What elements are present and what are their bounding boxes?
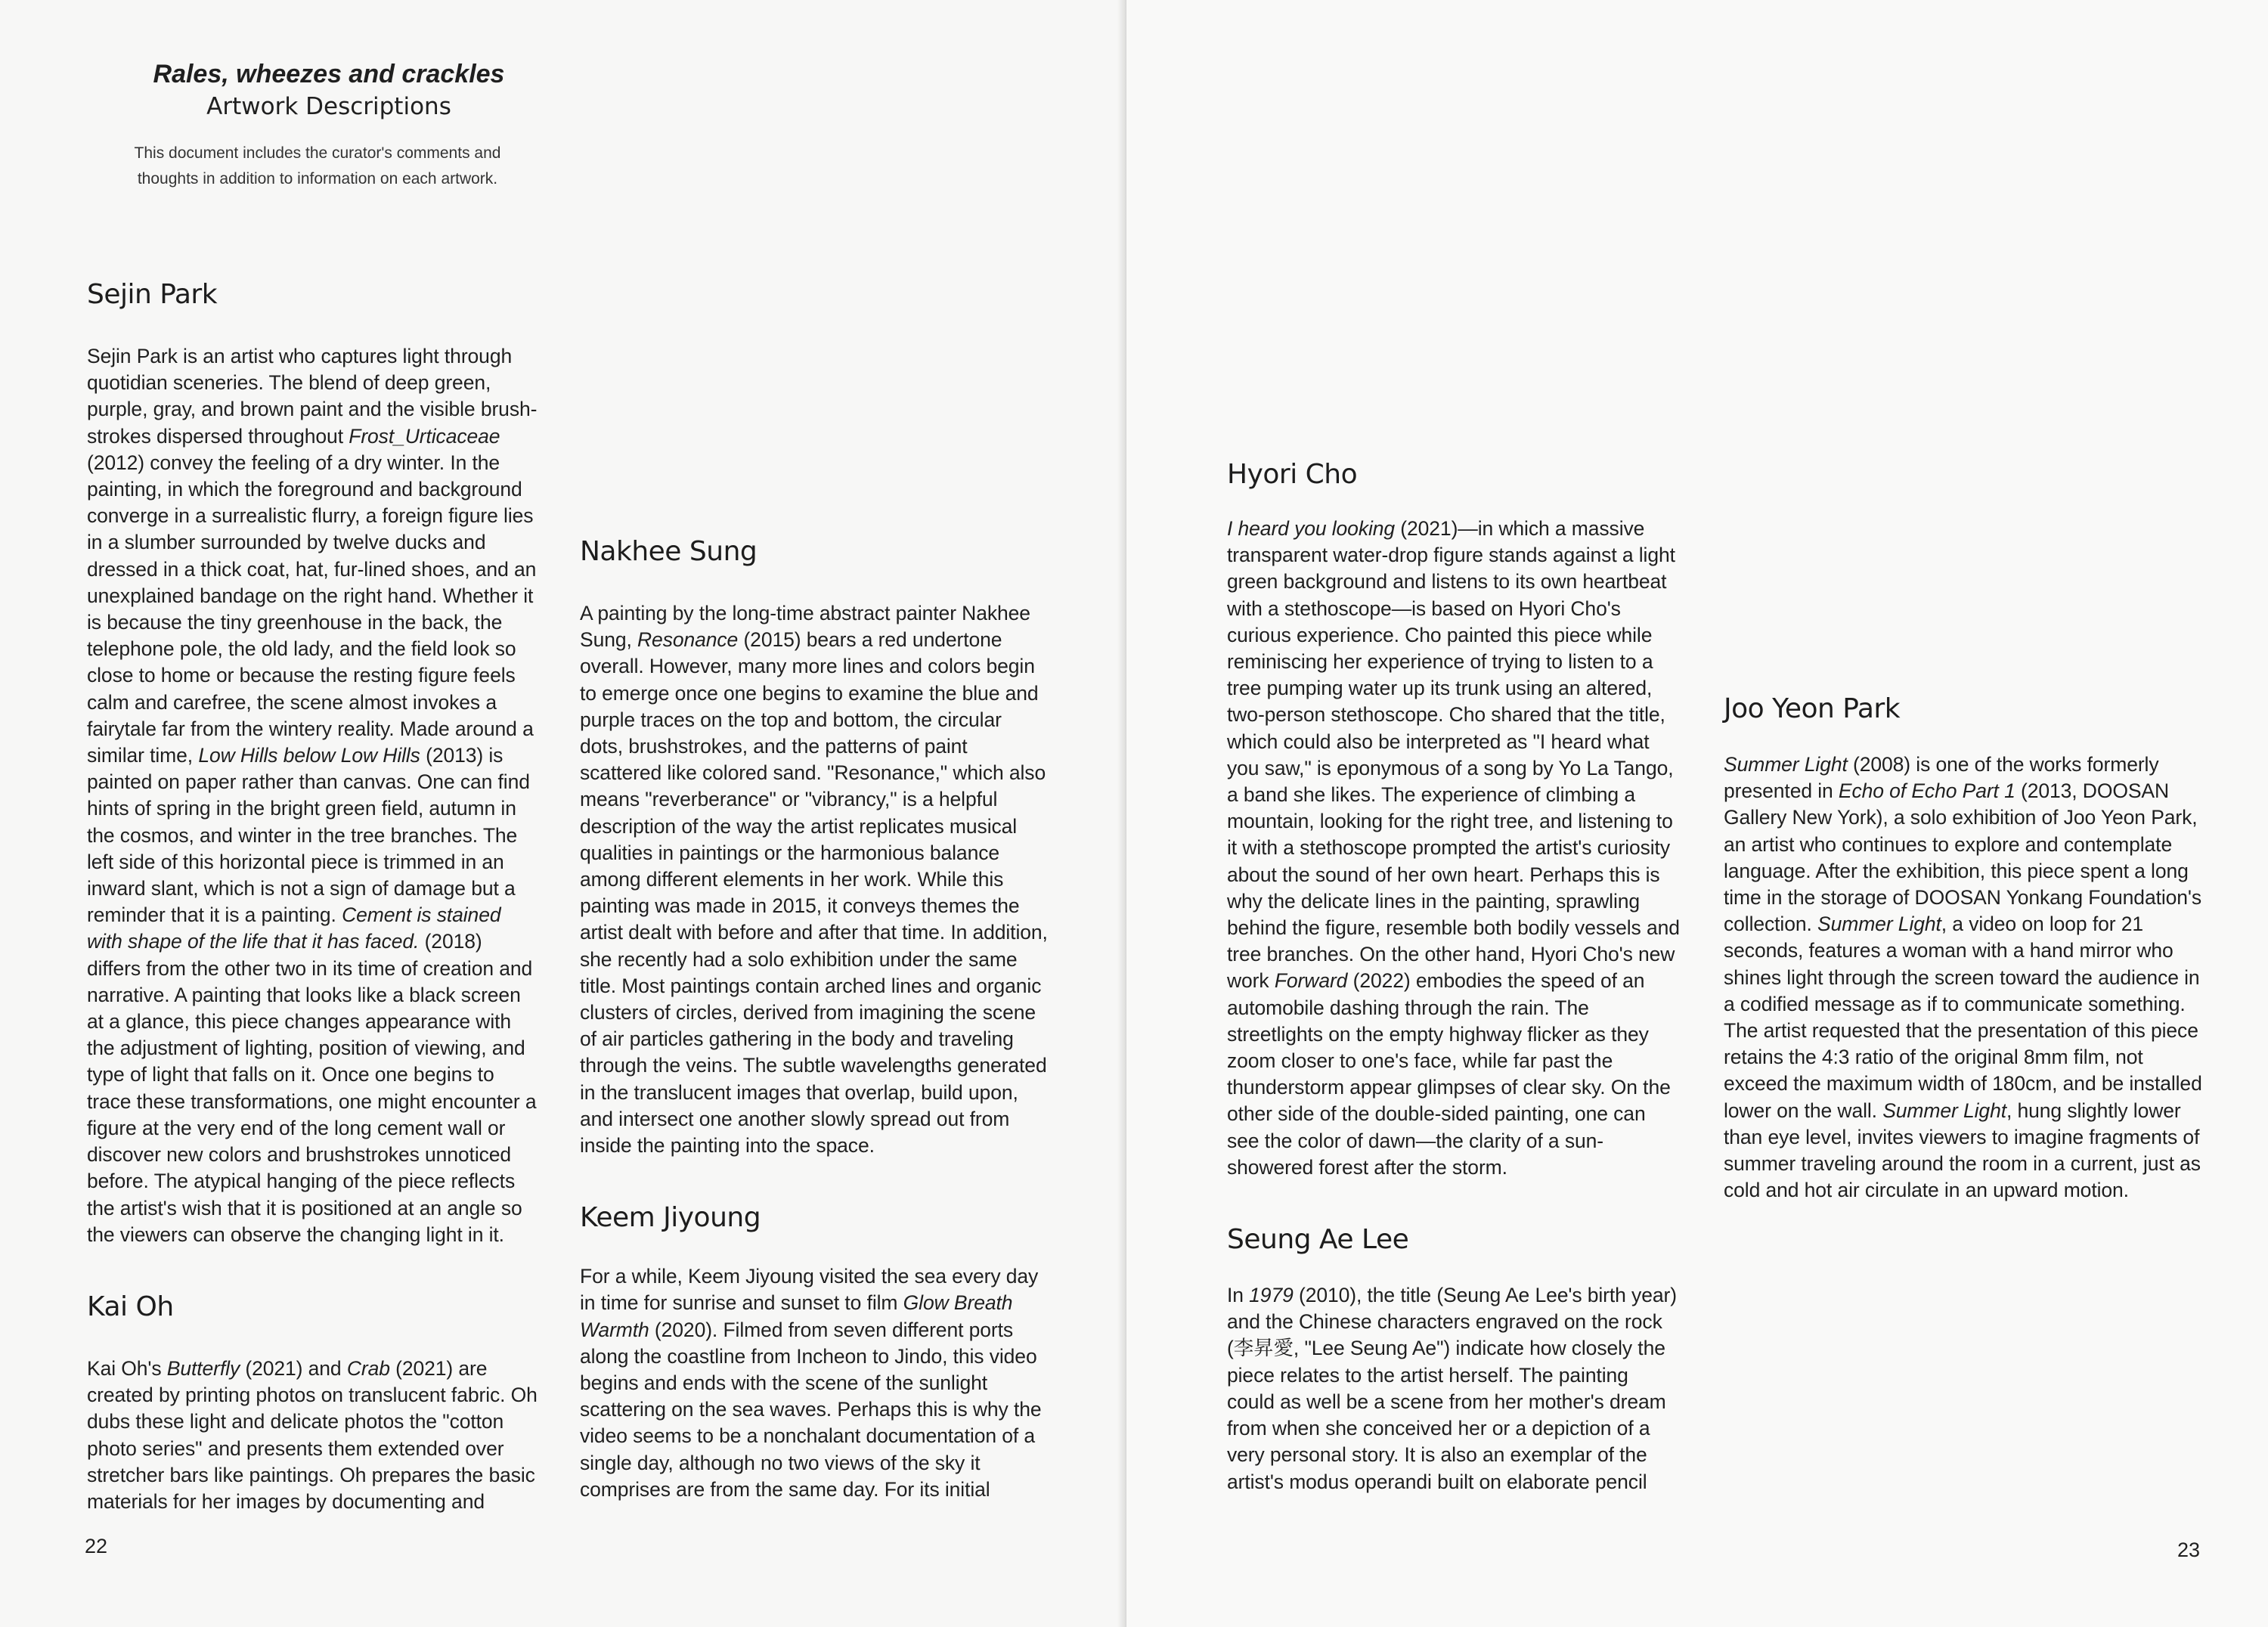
document-subtitle: Artwork Descriptions [206,93,451,120]
text-run: (2021) and [240,1356,347,1380]
artist-heading-nakhee-sung: Nakhee Sung [580,536,758,567]
hyori-cho-description [1227,516,1681,1181]
seung-ae-lee-description [1227,1282,1681,1494]
artist-heading-sejin-park: Sejin Park [87,279,218,310]
document-title: Rales, wheezes and crackles [153,60,505,88]
artwork-title: Summer Light [1882,1099,2006,1122]
text-run: Sejin Park is an artist who captures light through quotidian sceneries. The blend of deep green, purple, gray, and brown paint and the visible brush-strokes dispersed throughout [87,345,538,448]
artwork-title: Summer Light [1817,913,1941,936]
artist-heading-joo-yeon-park: Joo Yeon Park [1724,693,1901,724]
keem-jiyoung-description [580,1263,1049,1505]
text-run: (2012) convey the feeling of a dry winter. In the painting, in which the foreground and background converge in a surrealistic flurry, a foreign figure lies in a slumber surrounded by twelve ducks and dressed in a thick coat, hat, fur-lined shoes, and an unexplained bandage on the right hand. Whether it is because the tiny greenhouse in the back, the telephone pole, the old lady, and the field look so close to home or because the resting figure feels calm and carefree, the scene almost invokes a fairytale far from the wintery reality. Made around a similar time, [87,451,537,767]
text-run: Kai Oh's [87,1356,167,1380]
joo-yeon-park-description [1724,752,2208,1204]
left-page [0,0,1126,1627]
sejin-park-description [87,343,541,1248]
artwork-title: Crab [346,1356,390,1380]
artist-heading-seung-ae-lee: Seung Ae Lee [1227,1224,1409,1256]
page-number-right: 23 [2177,1539,2201,1561]
text-run: (2020). Filmed from seven different ports along the coastline from Incheon to Jindo, this video begins and ends with the scene of the sunlight scattering on the sea waves. Perhaps this is why the video seems to be a nonchalant documentation of a single day, although no two views of the sky it comprises are from the same day. For its initial [580,1318,1042,1501]
artwork-title: 1979 [1249,1284,1294,1307]
artist-heading-hyori-cho: Hyori Cho [1227,459,1358,490]
document-title-block [132,57,525,122]
text-run: , a video on loop for 21 seconds, features a woman with a hand mirror who shines light through the screen toward the audience in a codified message as if to communicate something. The artist requested that the presentation of this piece retains the 4:3 ratio of the original 8mm film, not exceed the maximum width of 180cm, and be installed lower on the wall. [1724,913,2202,1122]
text-run: (2018) differs from the other two in its time of creation and narrative. A painting that looks like a black screen at a glance, this piece changes appearance with the adjustment of lighting, position of viewing, and type of light that falls on it. Once one begins to trace these transformations, one might encounter a figure at the very end of the long cement wall or discover new colors and brushstrokes unnoticed before. The atypical hanging of the piece reflects the artist's wish that it is positioned at an angle so the viewers can observe the changing light in it. [87,930,537,1246]
text-run: In [1227,1284,1250,1307]
text-run: , hung slightly lower than eye level, invites viewers to imagine fragments of summer traveling around the room in a current, just as cold and hot air circulate in an upward motion. [1724,1099,2201,1202]
artwork-title: Low Hills below Low Hills [198,744,420,767]
artwork-title: Frost_Urticaceae [349,424,500,448]
artwork-title: Butterfly [166,1356,240,1380]
kai-oh-description [87,1356,541,1514]
artwork-title: Echo of Echo Part 1 [1838,779,2015,803]
seung-ae-lee-description-continued [1724,68,2208,658]
nakhee-sung-description [580,600,1049,1159]
artwork-title: Glow Breath Warmth [580,1291,1013,1341]
text-run: (2021) are created by printing photos on translucent fabric. Oh dubs these light and delicate photos the "cotton photo series" and presents them extended over stretcher bars like paintings. Oh prepares the basic materials for her images by documenting and [87,1356,538,1513]
text-run: (2022) embodies the speed of an automobile dashing through the rain. The streetlights on the empty highway flicker as they zoom closer to one's face, while far past the thunderstorm appear glimpses of clear sky. On the other side of the double-sided painting, one can see the color of dawn—the clarity of a sun-showered forest after the storm. [1227,969,1671,1179]
artwork-title: Cement is stained with shape of the life that it has faced. [87,903,501,953]
right-column-2 [1724,68,2208,1204]
artwork-title: Forward [1274,969,1348,993]
artwork-title: Summer Light [1724,753,1848,776]
left-column-1 [87,278,541,1514]
intro-note: This document includes the curator's comments and thoughts in addition to information on each artwork. [134,144,501,187]
text-run: (2013, DOOSAN Gallery New York), a solo exhibition of Joo Yeon Park, an artist who continues to explore and contemplate language. After the exhibition, this piece spent a long time in the storage of DOOSAN Yonkang Foundation's collection. [1724,779,2202,936]
keem-jiyoung-description-continued [1227,74,1681,429]
text-run: (2010), the title (Seung Ae Lee's birth year) and the Chinese characters engraved on the rock (李昇愛, "Lee Seung Ae") indicate how closely the piece relates to the artist herself. The painting could as well be a scene from her mother's dream from when she conceived her or a depiction of a very personal story. It is also an exemplar of the artist's modus operandi built on elaborate pencil [1227,1284,1677,1493]
left-column-2-lower [580,535,1049,1505]
right-page [1126,0,2268,1627]
text-run: (2008) is one of the works formerly presented in [1724,753,2159,803]
page-number-left: 22 [85,1535,108,1557]
artwork-title: I heard you looking [1227,517,1396,540]
text-run: (2013) is painted on paper rather than canvas. One can find hints of spring in the bright green field, autumn in the cosmos, and winter in the tree branches. The left side of this horizontal piece is trimmed in an inward slant, which is not a sign of damage but a reminder that it is a painting. [87,744,530,927]
artist-heading-kai-oh: Kai Oh [87,1291,174,1322]
right-column-1 [1227,74,1681,1494]
text-run: For a while, Keem Jiyoung visited the sea every day in time for sunrise and sunset to film [580,1265,1039,1315]
artist-heading-keem-jiyoung: Keem Jiyoung [580,1202,761,1234]
text-run: A painting by the long-time abstract painter Nakhee Sung, [580,602,1030,652]
text-run: (2021)—in which a massive transparent water-drop figure stands against a light green background and listens to its own heartbeat with a stethoscope—is based on Hyori Cho's curious experience. Cho painted this piece while reminiscing her experience of trying to listen to a tree pumping water up its trunk using an altered, two-person stethoscope. Cho shared that the title, which could also be interpreted as "I heard what you saw," is eponymous of a song by Yo La Tango, a band she likes. The experience of climbing a mountain, looking for the right tree, and listening to it with a stethoscope prompted the artist's curiosity about the sound of her own heart. Perhaps this is why the delicate lines in the painting, sprawling behind the figure, resemble both bodily vessels and tree branches. On the other hand, Hyori Cho's new work [1227,517,1680,993]
text-run: (2015) bears a red undertone overall. However, many more lines and colors begin to emerge once one begins to examine the blue and purple traces on the top and bottom, the circular dots, brushstrokes, and the patterns of paint scattered like colored sand. "Resonance," which also means "reverberance" or "vibrancy," is a helpful description of the way the artist replicates musical qualities in paintings or the harmonious balance among different elements in her work. While this painting was made in 2015, it conveys themes the artist dealt with before and after that time. In addition, she recently had a solo exhibition under the same title. Most paintings contain arched lines and organic clusters of circles, derived from imagining the scene of air particles gathering in the body and traveling through the veins. The subtle wavelengths generated in the translucent images that overlap, build upon, and intersect one another slowly spread out from inside the painting into the space. [580,628,1048,1157]
artwork-title: Resonance [637,628,739,652]
